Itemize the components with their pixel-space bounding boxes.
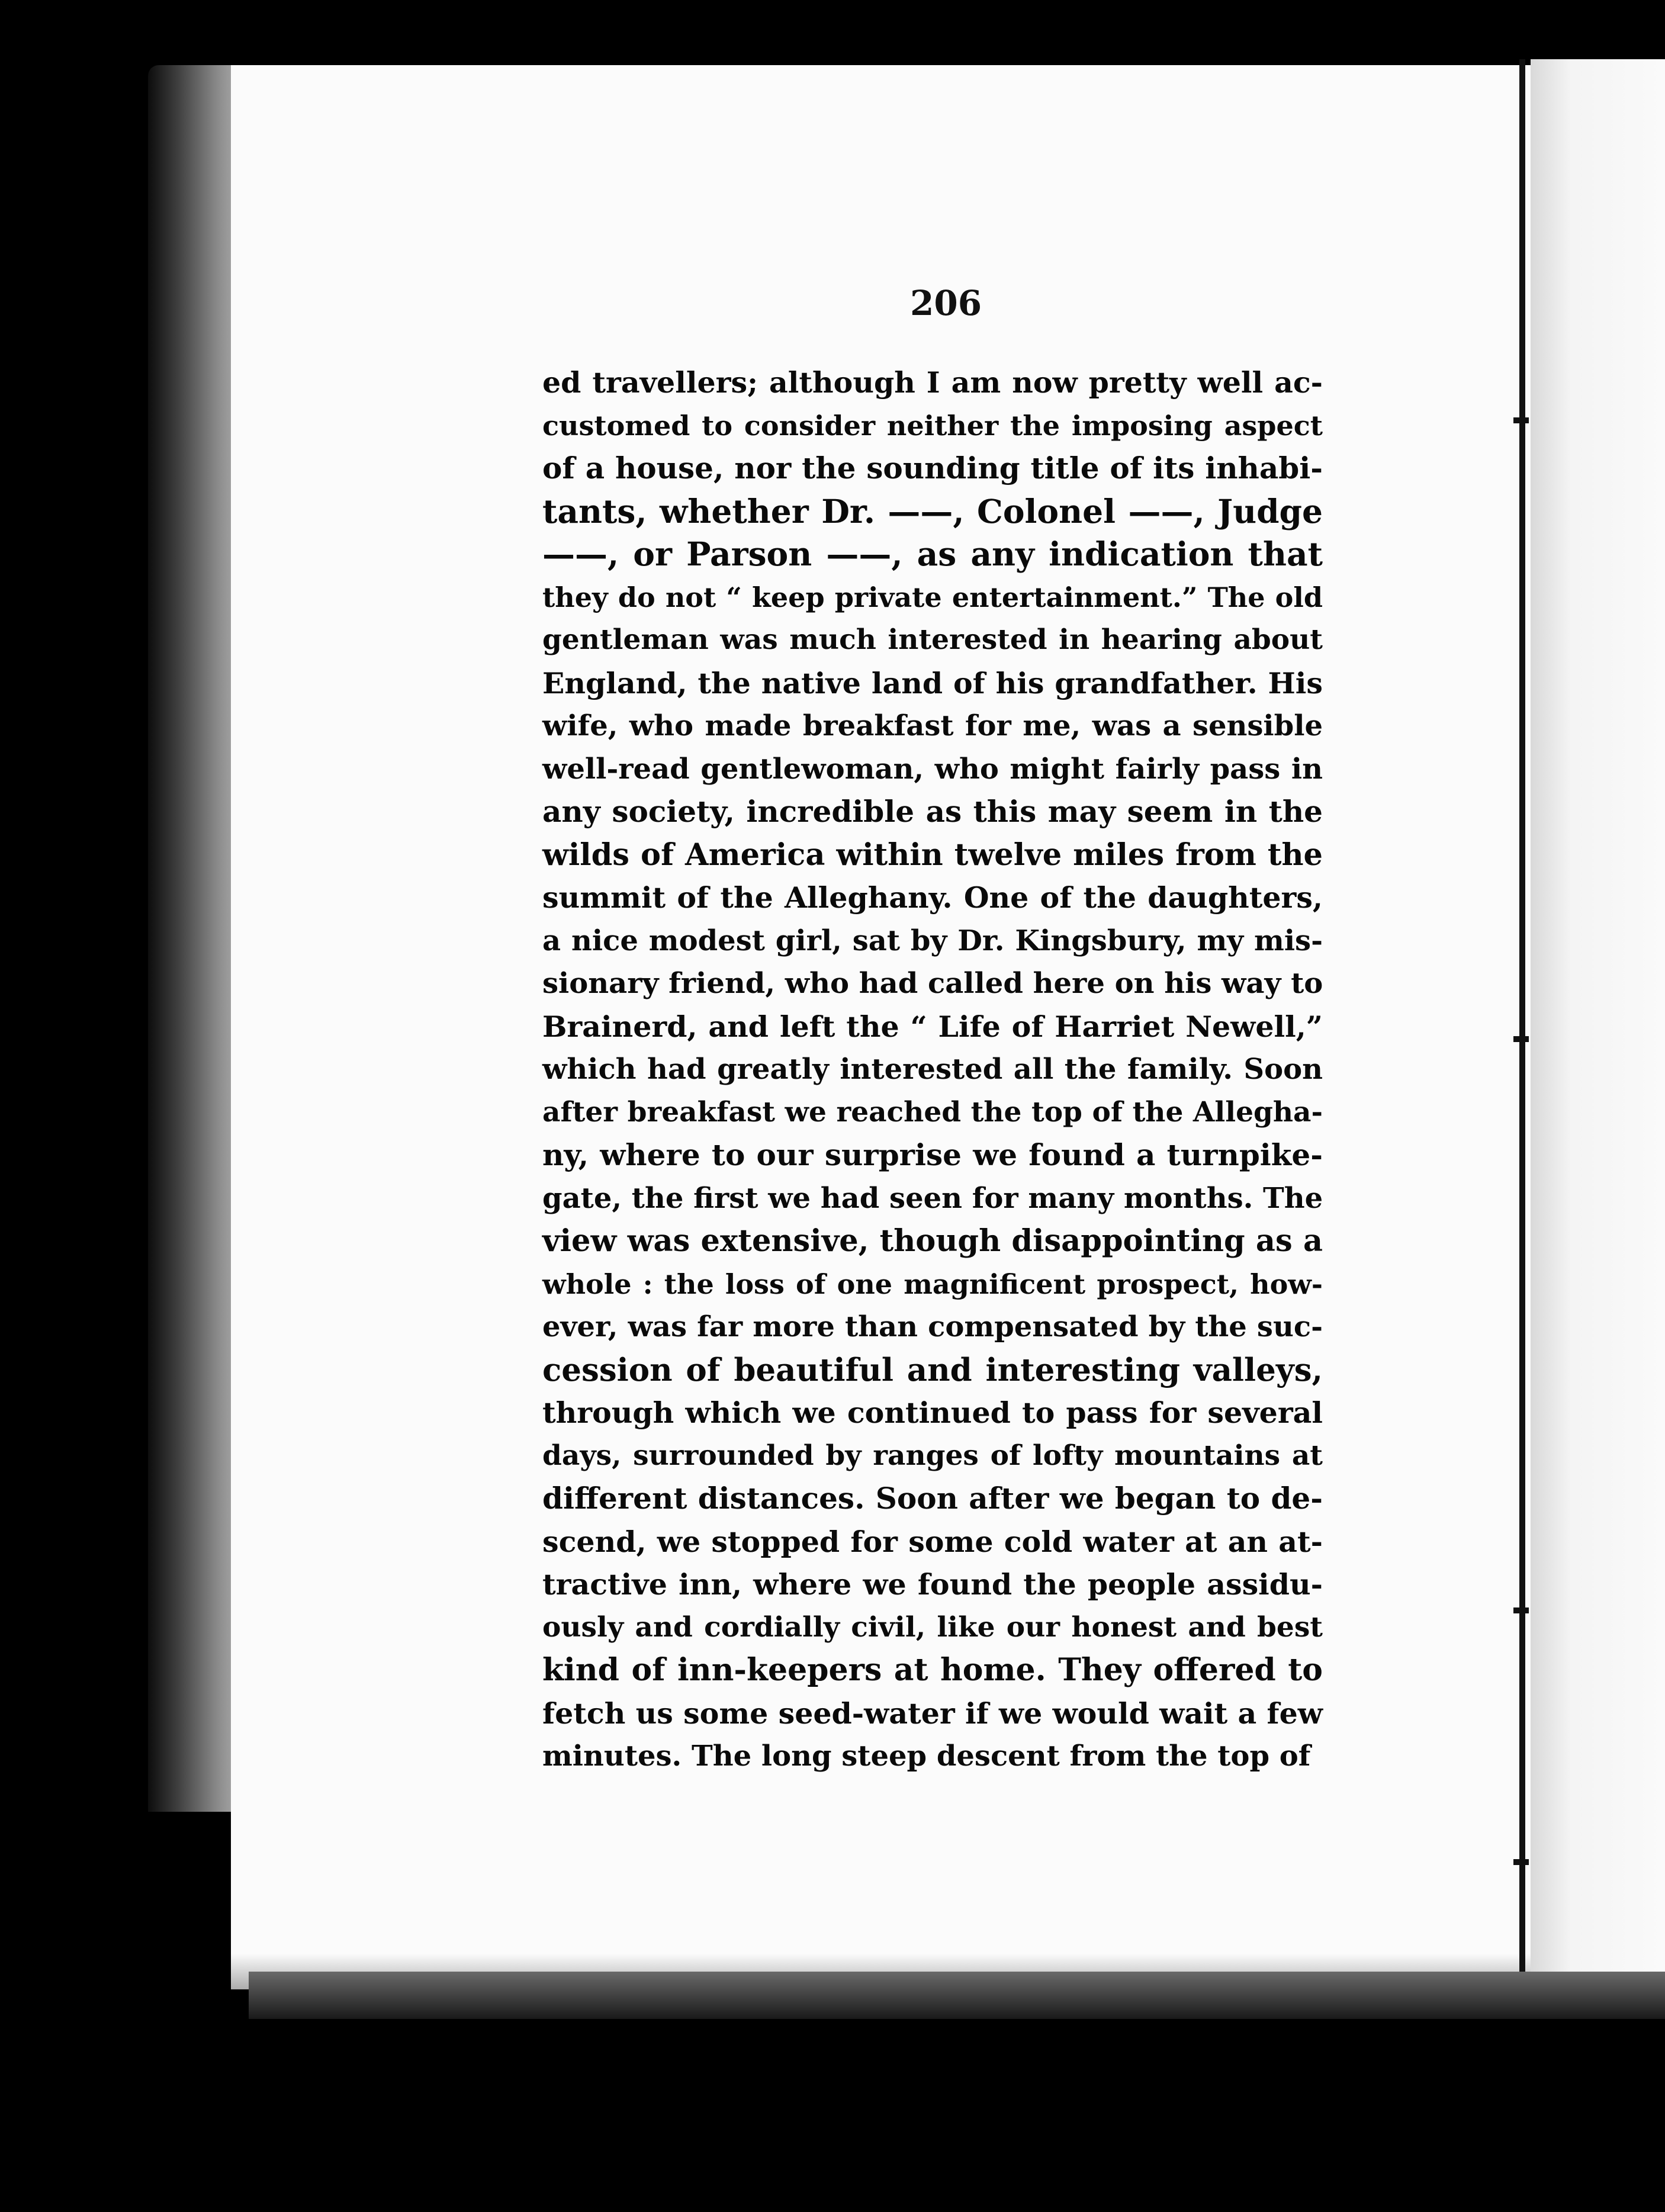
text-line: scend, we stopped for some cold water at an at- — [542, 1524, 1323, 1559]
facing-page-edge — [1531, 59, 1665, 1983]
text-line: tants, whether Dr. ——, Colonel ——, Judge — [542, 491, 1323, 531]
text-line: ——, or Parson ——, as any indication that — [542, 535, 1323, 573]
text-line: sionary friend, who had called here on his way to — [542, 967, 1323, 1000]
text-line: England, the native land of his grandfather. His — [542, 665, 1323, 700]
text-line: different distances. Soon after we began to de- — [542, 1481, 1323, 1516]
text-line: minutes. The long steep descent from the top of — [542, 1740, 1311, 1773]
text-line: summit of the Alleghany. One of the daughters, — [542, 880, 1323, 915]
text-line: ed travellers; although I am now pretty well ac- — [542, 365, 1323, 400]
text-line: a nice modest girl, sat by Dr. Kingsbury, my mis- — [542, 924, 1323, 957]
gutter-tick — [1513, 417, 1529, 423]
page-bottom-shadow — [249, 1972, 1665, 2019]
text-line: Brainerd, and left the “ Life of Harriet Newell,” — [542, 1009, 1323, 1044]
text-line: cession of beautiful and interesting valleys, — [542, 1351, 1323, 1388]
text-line: customed to consider neither the imposing aspect — [542, 409, 1323, 442]
text-line: ever, was far more than compensated by the suc- — [542, 1310, 1323, 1343]
gutter-tick — [1513, 1036, 1529, 1042]
text-line: view was extensive, though disappointing as a — [542, 1223, 1323, 1259]
text-line: through which we continued to pass for several — [542, 1396, 1323, 1430]
text-line: wilds of America within twelve miles from the — [542, 837, 1323, 873]
text-line: fetch us some seed-water if we would wait a few — [542, 1696, 1323, 1731]
text-line: any society, incredible as this may seem in the — [542, 794, 1323, 829]
text-line: they do not “ keep private entertainment.” The old — [542, 581, 1323, 613]
text-line: kind of inn-keepers at home. They offered to — [542, 1652, 1323, 1688]
text-line: well-read gentlewoman, who might fairly pass in — [542, 752, 1323, 786]
text-line: days, surrounded by ranges of lofty mountains at — [542, 1439, 1323, 1472]
page-number: 206 — [910, 283, 982, 323]
gutter-tick — [1513, 1859, 1529, 1865]
gutter-tick — [1513, 1607, 1529, 1613]
text-line: gentleman was much interested in hearing about — [542, 623, 1323, 656]
text-line: ny, where to our surprise we found a turnpike- — [542, 1137, 1323, 1172]
text-line: of a house, nor the sounding title of its inhabi- — [542, 451, 1323, 486]
body-text — [542, 361, 1323, 1778]
text-line: after breakfast we reached the top of the Allegha- — [542, 1095, 1323, 1128]
text-line: whole : the loss of one magnificent prospect, how- — [542, 1268, 1323, 1300]
text-line: ously and cordially civil, like our honest and best — [542, 1610, 1323, 1644]
gutter-line — [1519, 59, 1525, 1978]
text-line: tractive inn, where we found the people assidu- — [542, 1567, 1323, 1602]
text-line: which had greatly interested all the family. Soon — [542, 1053, 1323, 1086]
text-line: wife, who made breakfast for me, was a sensible — [542, 709, 1323, 742]
text-line: gate, the first we had seen for many months. The — [542, 1181, 1323, 1215]
